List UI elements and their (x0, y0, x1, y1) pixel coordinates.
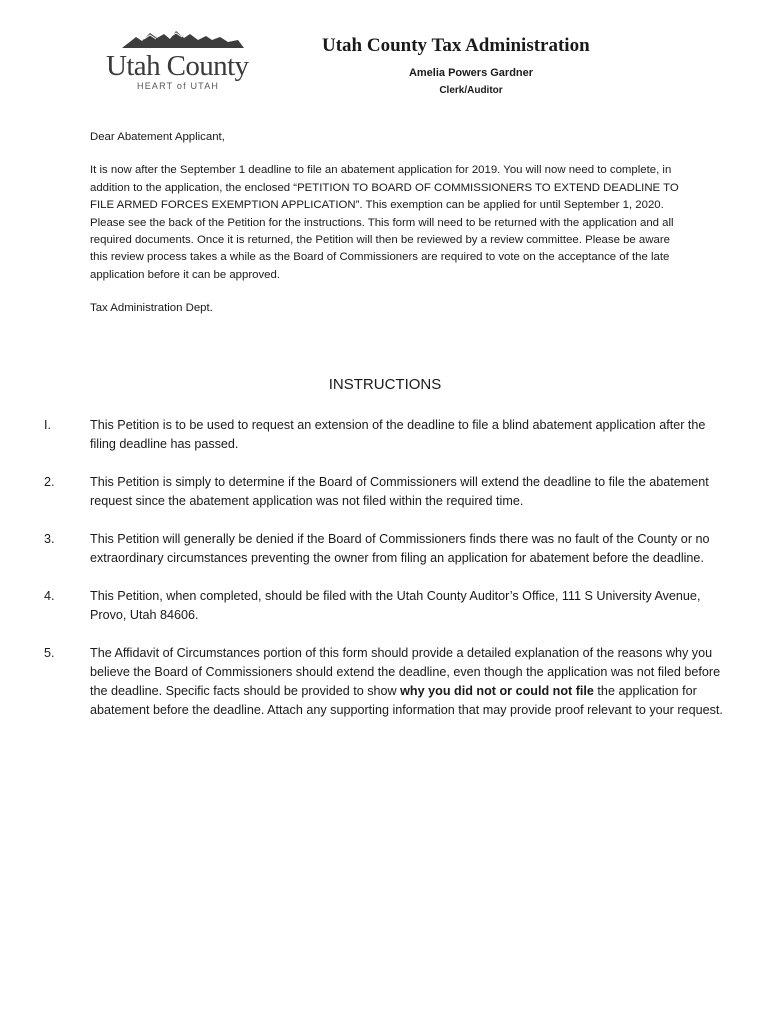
letter (90, 129, 690, 334)
instruction-number: 5. (44, 646, 55, 660)
logo-tagline: HEART of UTAH (137, 81, 220, 91)
instruction-text-part: The Affidavit of Circumstances portion of this form should provide a detailed explanation of the reasons why you believe the Board of Commissioners should extend the deadline, even though the application was not filed before the deadline. Specific facts should be provided to show (90, 646, 721, 698)
instruction-item (44, 416, 734, 454)
instruction-number: 2. (44, 475, 55, 489)
instruction-number: I. (44, 418, 51, 432)
instructions-list (44, 416, 734, 739)
logo-name: Utah County (106, 50, 249, 82)
utah-county-logo (104, 28, 264, 94)
instruction-number: 4. (44, 589, 55, 603)
instruction-text-part: the application for abatement before the deadline. Attach any supporting information that may provide proof relevant to your request. (90, 684, 723, 717)
instruction-item (44, 473, 734, 511)
instruction-item (44, 587, 734, 625)
instruction-text (90, 644, 734, 720)
instruction-text: This Petition, when completed, should be filed with the Utah County Auditor’s Office, 111 S University Avenue, Provo, Utah 84606. (90, 589, 701, 622)
letter-signature: Tax Administration Dept. (90, 302, 213, 315)
instruction-text: This Petition will generally be denied if the Board of Commissioners finds there was no fault of the County or no extraordinary circumstances preventing the owner from filing an application for abatement before the deadline. (90, 532, 710, 565)
instruction-text: This Petition is simply to determine if the Board of Commissioners will extend the deadline to file the abatement request since the abatement application was not filed within the required time. (90, 475, 709, 508)
official-role: Clerk/Auditor (439, 85, 503, 96)
instructions-heading: INSTRUCTIONS (328, 376, 442, 393)
instruction-item (44, 644, 734, 720)
letter-body: It is now after the September 1 deadline to file an abatement application for 2019. You will now need to complete, in addition to the application, the enclosed “PETITION TO BOARD OF COMMISSIONERS TO EXTEND DEADLINE TO FILE ARMED FORCES EXEMPTION APPLICATION”. This exemption can be applied for until September 1, 2020. Please see the back of the Petition for the instructions. This form will need to be returned with the application and all required documents. Once it is returned, the Petition will then be reviewed by a review committee. Please be aware this review process takes a while as the Board of Commissioners are required to vote on the acceptance of the late application before it can be approved. (90, 164, 679, 281)
instruction-bold-text: why you did not or could not file (400, 684, 594, 698)
letter-salutation: Dear Abatement Applicant, (90, 131, 225, 143)
page-title: Utah County Tax Administration (322, 35, 590, 56)
instruction-text: This Petition is to be used to request an extension of the deadline to file a blind abatement application after the filing deadline has passed. (90, 418, 706, 451)
mountains-icon (104, 28, 264, 50)
official-name: Amelia Powers Gardner (408, 67, 534, 79)
instruction-number: 3. (44, 532, 55, 546)
instruction-item (44, 530, 734, 568)
